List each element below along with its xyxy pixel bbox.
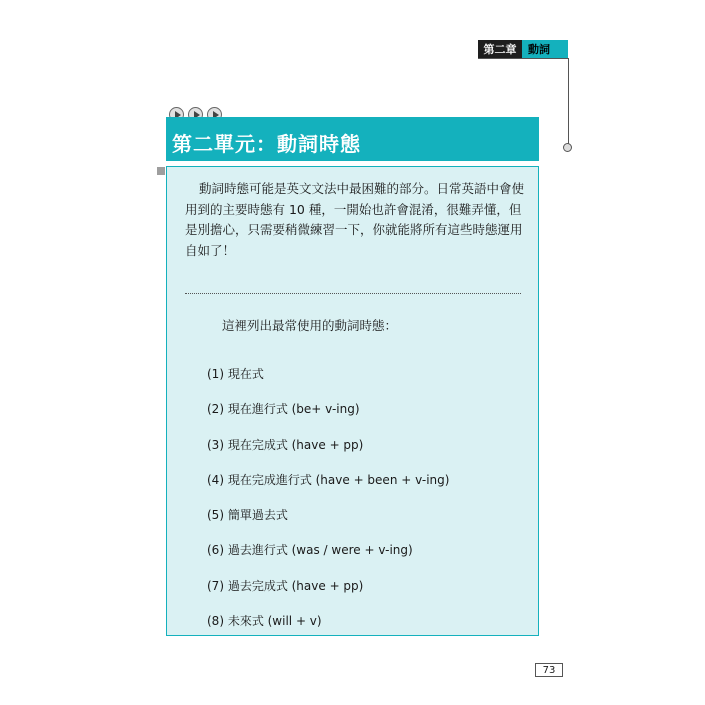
list-item: (8) 未來式 (will + v): [207, 614, 322, 629]
tense-list: [207, 366, 449, 648]
intro-paragraph: 動詞時態可能是英文文法中最困難的部分。日常英語中會使用到的主要時態有 10 種，一開始也許會混淆，很難弄懂，但是別擔心，只需要稍微練習一下，你就能將所有這些時態運用自如了！: [185, 181, 525, 258]
chapter-title: 動詞: [522, 40, 568, 58]
list-item: (3) 現在完成式 (have + pp): [207, 437, 364, 452]
dotted-divider: [185, 293, 521, 294]
list-item: (1) 現在式: [207, 367, 264, 381]
rail-end-dot: [563, 143, 572, 152]
list-item: (2) 現在進行式 (be+ v-ing): [207, 402, 360, 417]
unit-banner: [166, 117, 539, 161]
list-intro: 這裡列出最常使用的動詞時態：: [222, 318, 398, 333]
header-rail: [478, 58, 569, 59]
corner-marker: [157, 167, 165, 175]
chapter-tab: [478, 40, 568, 58]
unit-title: 第二單元：動詞時態: [172, 132, 361, 156]
side-rail: [568, 58, 569, 144]
content-box: [166, 166, 539, 636]
list-item: (7) 過去完成式 (have + pp): [207, 578, 364, 593]
list-item: (6) 過去進行式 (was / were + v-ing): [207, 543, 413, 558]
list-item: (5) 簡單過去式: [207, 508, 288, 523]
chapter-number: 第二章: [478, 40, 522, 58]
page-number: 73: [535, 663, 563, 677]
list-item: (4) 現在完成進行式 (have + been + v-ing): [207, 472, 450, 487]
